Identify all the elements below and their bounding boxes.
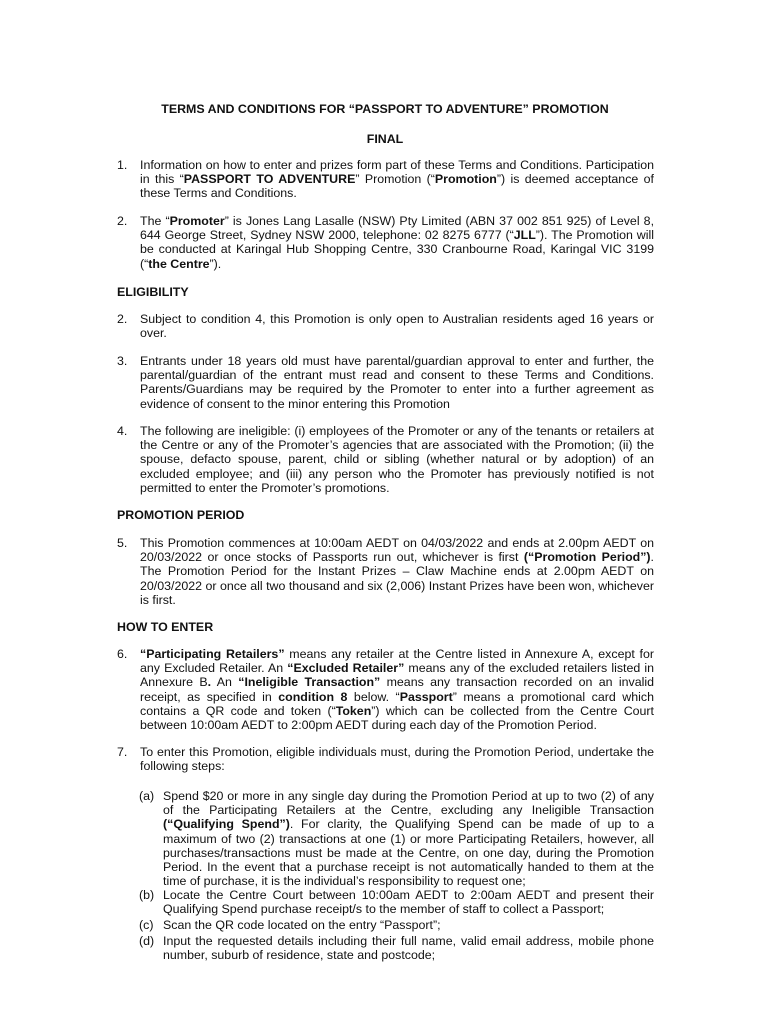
clause-number: 7.	[117, 745, 128, 759]
clause-number: 1.	[117, 158, 128, 172]
clause-number: 4.	[117, 424, 128, 438]
section-heading-how-to-enter: HOW TO ENTER	[117, 620, 214, 634]
step-label: (c)	[139, 918, 154, 932]
clause-text: Information on how to enter and prizes form part of these Terms and Conditions. Participation in this “PASSPORT TO ADVENTURE” Promotion (“Promotion”) is deemed acceptance of these Terms and Conditions.	[140, 158, 654, 201]
step-label: (a)	[139, 789, 155, 803]
clause-text: This Promotion commences at 10:00am AEDT on 04/03/2022 and ends at 2.00pm AEDT on 20/03/2022 or once stocks of Passports run out, whichever is first (“Promotion Period”). The Promotion Period for the Instant Prizes – Claw Machine ends at 2.00pm AEDT on 20/03/2022 or once all two thousand and six (2,006) Instant Prizes have been won, whichever is first.	[140, 536, 654, 607]
clause-number: 2.	[117, 214, 128, 228]
step-text: Scan the QR code located on the entry “Passport”;	[163, 918, 441, 932]
section-heading-promotion-period: PROMOTION PERIOD	[117, 508, 245, 522]
clause-number: 5.	[117, 536, 128, 550]
section-heading-eligibility: ELIGIBILITY	[117, 285, 189, 299]
clause-text: The following are ineligible: (i) employees of the Promoter or any of the tenants or retailers at the Centre or any of the Promoter’s agencies that are associated with the Promotion; (ii) the spouse, defacto spouse, parent, child or sibling (whether natural or by adoption) of an excluded employee; and (iii) any person who the Promoter has previously notified is not permitted to enter the Promoter’s promotions.	[140, 424, 654, 495]
clause-text: The “Promoter” is Jones Lang Lasalle (NSW) Pty Limited (ABN 37 002 851 925) of Level 8, 644 George Street, Sydney NSW 2000, telephone: 02 8275 6777 (“JLL”). The Promotion will be conducted at Karingal Hub Shopping Centre, 330 Cranbourne Road, Karingal VIC 3199 (“the Centre”).	[140, 214, 655, 271]
step-text: Spend $20 or more in any single day during the Promotion Period at up to two (2) of any of the Participating Retailers at the Centre, excluding any Ineligible Transaction (“Qualifying Spend”). For clarity, the Qualifying Spend can be made of up to a maximum of two (2) transactions at one (1) or more Participating Retailers, however, all purchases/transactions must be made at the Centre, on one day, during the Promotion Period. In the event that a purchase receipt is not automatically handed to them at the time of purchase, it is the individual’s responsibility to request one;	[163, 789, 654, 889]
clause-number: 2.	[117, 312, 128, 326]
document-subtitle: FINAL	[366, 132, 404, 146]
step-text: Input the requested details including their full name, valid email address, mobile phone number, suburb of residence, state and postcode;	[163, 934, 654, 963]
step-text: Locate the Centre Court between 10:00am AEDT to 2:00am AEDT and present their Qualifying Spend purchase receipt/s to the member of staff to collect a Passport;	[163, 888, 654, 917]
clause-text: To enter this Promotion, eligible individuals must, during the Promotion Period, undertake the following steps:	[140, 745, 654, 774]
clause-text: Subject to condition 4, this Promotion is only open to Australian residents aged 16 years or over.	[140, 312, 654, 341]
document-title: TERMS AND CONDITIONS FOR “PASSPORT TO ADVENTURE” PROMOTION	[161, 102, 609, 116]
clause-text: Entrants under 18 years old must have parental/guardian approval to enter and further, the parental/guardian of the entrant must read and consent to these Terms and Conditions. Parents/Guardians may be required by the Promoter to enter into a further agreement as evidence of consent to the minor entering this Promotion	[140, 354, 654, 411]
step-label: (d)	[139, 934, 155, 948]
clause-number: 6.	[117, 647, 128, 661]
step-label: (b)	[139, 888, 155, 902]
clause-text: “Participating Retailers” means any retailer at the Centre listed in Annexure A, except for any Excluded Retailer. An “Excluded Retailer” means any of the excluded retailers listed in Annexure B. An “Ineligible Transaction” means any transaction recorded on an invalid receipt, as specified in condition 8 below. “Passport” means a promotional card which contains a QR code and token (“Token”) which can be collected from the Centre Court between 10:00am AEDT to 2:00pm AEDT during each day of the Promotion Period.	[140, 647, 654, 733]
clause-number: 3.	[117, 354, 128, 368]
